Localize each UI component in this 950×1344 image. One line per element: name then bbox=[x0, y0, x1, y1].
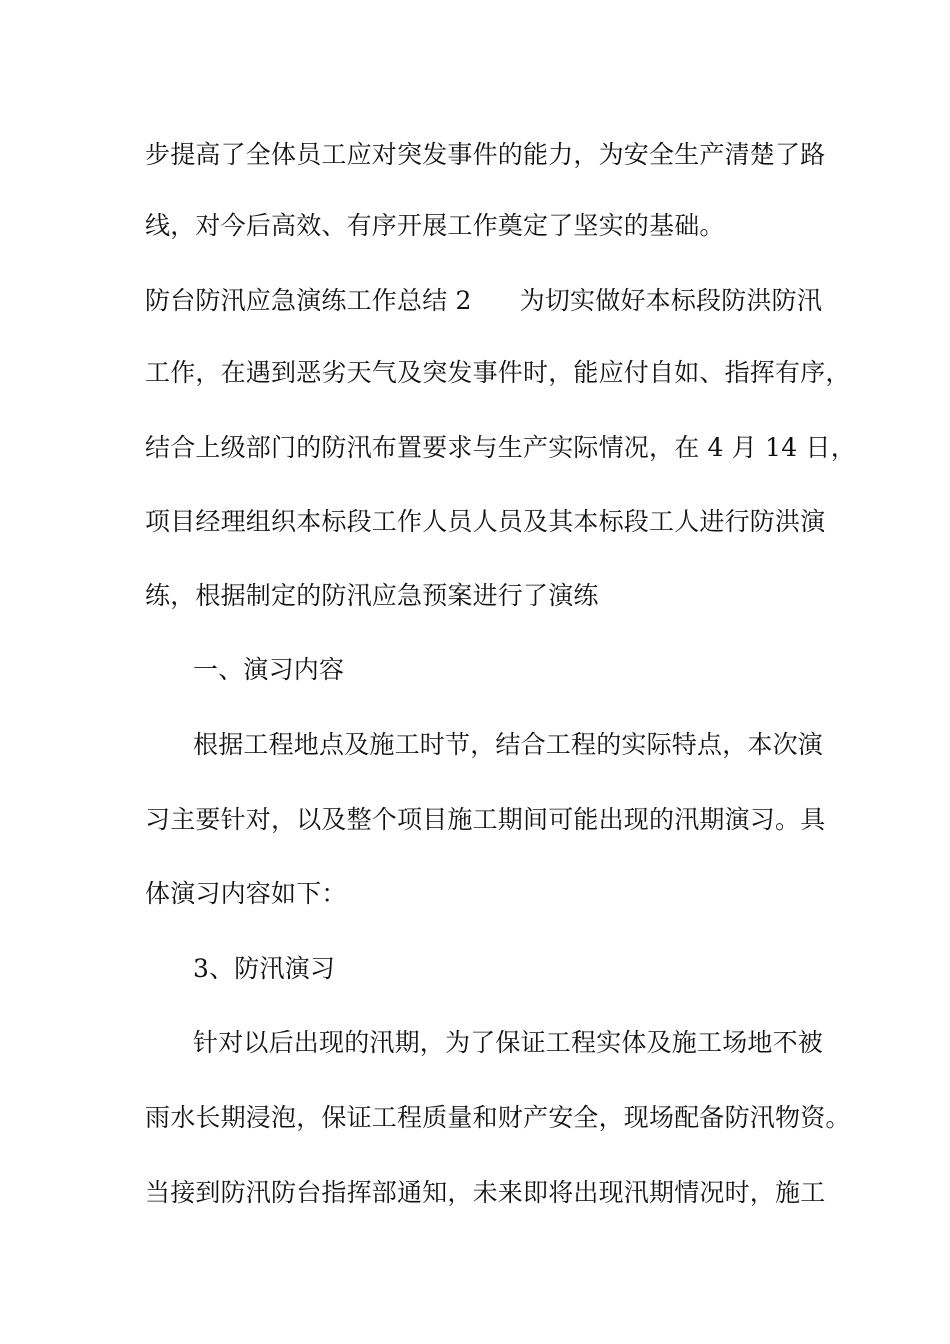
text-line-15: 当接到防汛防台指挥部通知，未来即将出现汛期情况时，施工 bbox=[145, 1178, 826, 1207]
text-line-2: 线，对今后高效、有序开展工作奠定了坚实的基础。 bbox=[145, 211, 725, 240]
text-line-10: 习主要针对，以及整个项目施工期间可能出现的汛期演习。具 bbox=[145, 805, 826, 834]
subheading-flood-drill: 3、防汛演习 bbox=[193, 954, 336, 983]
text-line-13: 针对以后出现的汛期，为了保证工程实体及施工场地不被 bbox=[193, 1028, 824, 1057]
section-heading-line bbox=[145, 286, 845, 316]
summary-title: 防台防汛应急演练工作总结 2 bbox=[145, 286, 472, 315]
text-line-1: 步提高了全体员工应对突发事件的能力，为安全生产清楚了路 bbox=[145, 140, 826, 169]
text-line-4: 工作，在遇到恶劣天气及突发事件时，能应付自如、指挥有序， bbox=[145, 358, 851, 387]
subheading-drill-content: 一、演习内容 bbox=[193, 655, 345, 684]
text-line-6: 项目经理组织本标段工作人员人员及其本标段工人进行防洪演 bbox=[145, 507, 826, 536]
text-line-9: 根据工程地点及施工时节，结合工程的实际特点，本次演 bbox=[193, 730, 824, 759]
paragraph-start: 为切实做好本标段防洪防汛 bbox=[519, 286, 823, 315]
text-line-7: 练，根据制定的防汛应急预案进行了演练 bbox=[145, 581, 599, 610]
text-line-14: 雨水长期浸泡，保证工程质量和财产安全，现场配备防汛物资。 bbox=[145, 1103, 851, 1132]
text-line-5: 结合上级部门的防汛布置要求与生产实际情况，在 4 月 14 日， bbox=[145, 433, 856, 462]
text-line-11: 体演习内容如下： bbox=[145, 879, 347, 908]
